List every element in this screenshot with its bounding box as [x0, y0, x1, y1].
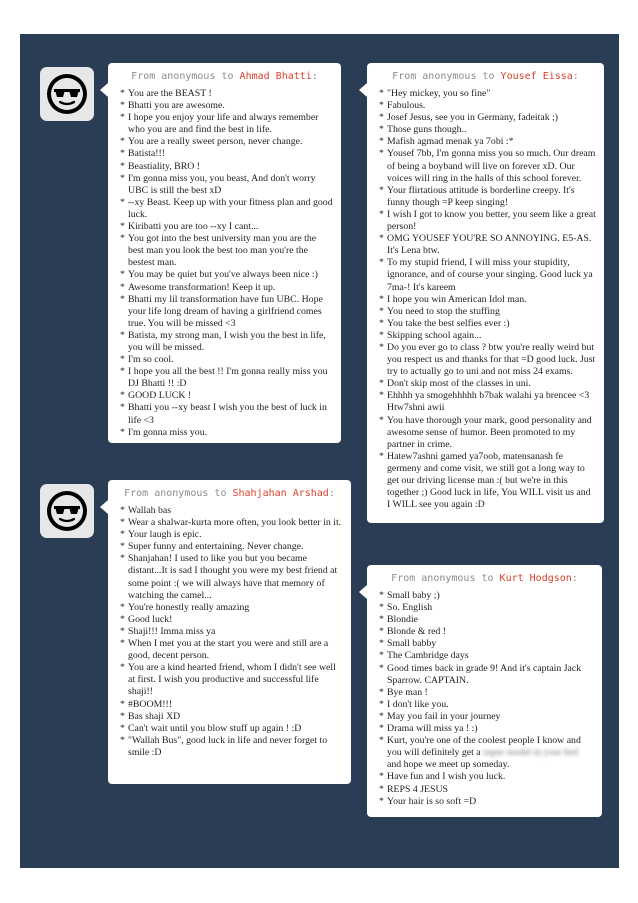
- list-item: * You have thorough your mark, good personality and awesome sense of humor. Been promoted to my partner in crime.: [379, 415, 596, 451]
- list-item: * Skipping school again...: [379, 330, 596, 342]
- list-item: * "Hey mickey, you so fine": [379, 88, 596, 100]
- message-text: and hope we meet up someday.: [387, 759, 510, 771]
- recipient-name: Kurt Hodgson: [499, 573, 572, 584]
- list-item: * You take the best selfies ever :): [379, 318, 596, 330]
- list-item: * You need to stop the stuffing: [379, 306, 596, 318]
- list-item: * I wish I got to know you better, you seem like a great person!: [379, 209, 596, 233]
- list-item: * I hope you all the best !! I'm gonna really miss you DJ Bhatti !! :D: [120, 366, 333, 390]
- avatar: [40, 484, 94, 538]
- header-suffix: :: [328, 488, 335, 499]
- list-item: * Good times back in grade 9! And it's captain Jack Sparrow. CAPTAIN.: [379, 663, 594, 687]
- message-list: [108, 505, 351, 759]
- list-item: * #BOOM!!!: [120, 699, 343, 711]
- header-suffix: :: [311, 71, 318, 82]
- card-header: [108, 63, 341, 88]
- list-item: * Blondie: [379, 614, 594, 626]
- list-item: * Bhatti you are awesome.: [120, 100, 333, 112]
- list-item: * Batista, my strong man, I wish you the best in life, you will be missed.: [120, 330, 333, 354]
- list-item: * Have fun and I wish you luck.: [379, 771, 594, 783]
- list-item: * I'm gonna miss you.: [120, 427, 333, 439]
- card-header: [367, 565, 602, 590]
- list-item: * Wear a shalwar-kurta more often, you look better in it.: [120, 517, 343, 529]
- list-item: * You are the BEAST !: [120, 88, 333, 100]
- sunglasses-face-icon: [45, 489, 89, 533]
- list-item: * You got into the best university man you are the best man you look the best too man you're the bestest man.: [120, 233, 333, 269]
- list-item: * To my stupid friend, I will miss your stupidity, ignorance, and of course your singing. Good luck ya 7ma-! It's kareem: [379, 257, 596, 293]
- header-prefix: From anonymous to: [131, 71, 240, 82]
- list-item: * REPS 4 JESUS: [379, 784, 594, 796]
- list-item: * Your hair is so soft =D: [379, 796, 594, 808]
- sunglasses-face-icon: [45, 72, 89, 116]
- list-item: * OMG YOUSEF YOU'RE SO ANNOYING. E5-AS. It's Lena btw.: [379, 233, 596, 257]
- list-item: * Bhatti my lil transformation have fun UBC. Hope your life long dream of having a girlfriend comes true. You will be missed <3: [120, 294, 333, 330]
- card-header: [108, 480, 351, 505]
- list-item: * "Wallah Bus", good luck in life and never forget to smile :D: [120, 735, 343, 759]
- list-item: * Drama will miss ya ! :): [379, 723, 594, 735]
- message-list: [367, 88, 604, 511]
- list-item: * Your laugh is epic.: [120, 529, 343, 541]
- list-item: * You are a really sweet person, never change.: [120, 136, 333, 148]
- list-item: * I don't like you.: [379, 699, 594, 711]
- header-suffix: :: [571, 573, 578, 584]
- recipient-name: Yousef Eissa: [500, 71, 573, 82]
- list-item: * Mafish agmad menak ya 7obi :*: [379, 136, 596, 148]
- list-item: * I'm gonna miss you, you beast, And don't worry UBC is still the best xD: [120, 173, 333, 197]
- list-item: * I hope you enjoy your life and always remember who you are and find the best in life.: [120, 112, 333, 136]
- list-item: * The Cambridge days: [379, 650, 594, 662]
- list-item: * Do you ever go to class ? btw you're really weird but you respect us and thanks for that =D good luck. Just try to actually go to uni and not miss 24 exams.: [379, 342, 596, 378]
- list-item: * Bye man !: [379, 687, 594, 699]
- list-item: * Ehhhh ya smogehhhhh b7bak walahi ya brencee <3 Htw7shni awii: [379, 390, 596, 414]
- list-item: * Bhatti you --xy beast I wish you the best of luck in life <3: [120, 402, 333, 426]
- list-item: * Small babby: [379, 638, 594, 650]
- list-item: * Yousef 7bb, I'm gonna miss you so much. Our dream of being a boyband will live on forever xD. Our voices will ring in the halls of this school forever.: [379, 148, 596, 184]
- list-item: * Shaji!!! Imma miss ya: [120, 626, 343, 638]
- recipient-name: Ahmad Bhatti: [239, 71, 312, 82]
- message-list: [108, 88, 341, 439]
- list-item: * Can't wait until you blow stuff up again ! :D: [120, 723, 343, 735]
- list-item: * Bas shaji XD: [120, 711, 343, 723]
- list-item: * Hatew7ashni gamed ya7oob, matensanash fe germeny and come visit, we still got a long way to get our driving license man :( but we're in this together ;) Good luck in life, You WILL visit us and I WILL see you again :D: [379, 451, 596, 511]
- list-item: * May you fail in your journey: [379, 711, 594, 723]
- message-text: Kurt, you're one of the coolest people I know and you will definitely get a: [387, 735, 581, 759]
- header-suffix: :: [572, 71, 579, 82]
- list-item: * So. English: [379, 602, 594, 614]
- list-item: * Wallah bas: [120, 505, 343, 517]
- list-item: * Kiribatti you are too --xy I cant...: [120, 221, 333, 233]
- avatar: [40, 67, 94, 121]
- recipient-name: Shahjahan Arshad: [232, 488, 329, 499]
- list-item: * You may be quiet but you've always been nice :): [120, 269, 333, 281]
- list-item: * Beastiality, BRO !: [120, 161, 333, 173]
- list-item: * You're honestly really amazing: [120, 602, 343, 614]
- list-item: * Good luck!: [120, 614, 343, 626]
- list-item: * Don't skip most of the classes in uni.: [379, 378, 596, 390]
- list-item: * Batista!!!: [120, 148, 333, 160]
- redacted-text: super model in your: [483, 747, 562, 759]
- card-header: [367, 63, 604, 88]
- list-item: * Those guns though..: [379, 124, 596, 136]
- list-item: * Small baby ;): [379, 590, 594, 602]
- list-item: * --xy Beast. Keep up with your fitness plan and good luck.: [120, 197, 333, 221]
- message-list: [367, 590, 602, 808]
- message-card-shahjahan-arshad: [108, 480, 351, 784]
- header-prefix: From anonymous to: [392, 71, 501, 82]
- list-item: * When I met you at the start you were and still are a good, decent person.: [120, 638, 343, 662]
- list-item: * Shanjahan! I used to like you but you became distant...It is sad I thought you were my best friend at some point :( we will always have that memory of watching the camel...: [120, 553, 343, 601]
- header-prefix: From anonymous to: [124, 488, 233, 499]
- list-item: * Blonde & red !: [379, 626, 594, 638]
- list-item: * You are a kind hearted friend, whom I didn't see well at first. I wish you productive and successful life shaji!!: [120, 662, 343, 698]
- list-item: * Super funny and entertaining. Never change.: [120, 541, 343, 553]
- list-item: * Fabulous.: [379, 100, 596, 112]
- header-prefix: From anonymous to: [391, 573, 500, 584]
- message-card-ahmad-bhatti: [108, 63, 341, 443]
- redacted-text: bed: [564, 747, 579, 759]
- list-item: * Josef Jesus, see you in Germany, fadeitak ;): [379, 112, 596, 124]
- list-item-redacted: [379, 735, 594, 771]
- list-item: * GOOD LUCK !: [120, 390, 333, 402]
- list-item: * I'm so cool.: [120, 354, 333, 366]
- message-card-kurt-hodgson: [367, 565, 602, 817]
- list-item: * Your flirtatious attitude is borderline creepy. It's funny though =P keep singing!: [379, 185, 596, 209]
- list-item: * Awesome transformation! Keep it up.: [120, 282, 333, 294]
- list-item: * I hope you win American Idol man.: [379, 294, 596, 306]
- message-card-yousef-eissa: [367, 63, 604, 523]
